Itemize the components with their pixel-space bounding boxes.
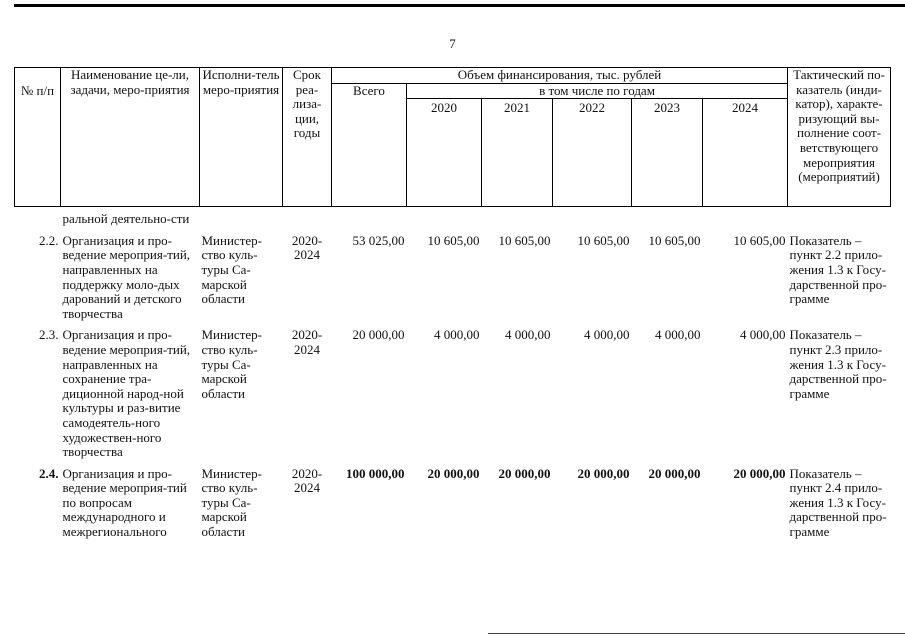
row-total: 100 000,00 bbox=[346, 465, 405, 481]
row-2022 bbox=[553, 207, 632, 227]
header-year-2021: 2021 bbox=[482, 99, 553, 207]
row-2021: 4 000,00 bbox=[505, 327, 551, 343]
table-header bbox=[15, 68, 891, 207]
row-executor: Министер-ство куль-туры Са-марской области bbox=[201, 327, 262, 401]
row-2024: 20 000,00 bbox=[733, 465, 786, 481]
row-executor bbox=[200, 207, 283, 227]
row-total: 53 025,00 bbox=[352, 232, 405, 248]
row-2020 bbox=[407, 207, 482, 227]
row-indicator: Показатель – пункт 2.2 прило-жения 1.3 к Госу-дарственной про-грамме bbox=[789, 232, 887, 307]
row-name: Организация и про-ведение мероприя-тий, направленных на поддержку моло-дых дарований и детского творчества bbox=[62, 232, 191, 321]
table-row bbox=[15, 321, 891, 459]
row-name: Организация и про-ведение мероприя-тий, направленных на сохранение тра-диционной народ-ной культуры и раз-витие самодеятель-ного художествен-ного творчества bbox=[62, 327, 191, 460]
row-name: Организация и про-ведение мероприя-тий по вопросам международного и межрегионального bbox=[62, 465, 187, 540]
row-period: 2020-2024 bbox=[291, 327, 323, 357]
row-total bbox=[332, 207, 407, 227]
row-2022: 20 000,00 bbox=[577, 465, 630, 481]
row-2024: 10 605,00 bbox=[733, 232, 786, 248]
row-num: 2.3. bbox=[39, 327, 59, 343]
row-2021: 10 605,00 bbox=[498, 232, 551, 248]
bottom-rule bbox=[488, 633, 905, 634]
row-2021 bbox=[482, 207, 553, 227]
row-executor: Министер-ство куль-туры Са-марской области bbox=[201, 232, 262, 307]
table-row bbox=[15, 227, 891, 322]
header-total: Всего bbox=[332, 83, 407, 207]
row-2021: 20 000,00 bbox=[498, 465, 551, 481]
row-period: 2020-2024 bbox=[291, 465, 323, 496]
row-indicator bbox=[788, 207, 891, 227]
row-2023: 4 000,00 bbox=[655, 327, 701, 343]
row-2020: 4 000,00 bbox=[434, 327, 480, 343]
table-row bbox=[15, 460, 891, 540]
row-indicator: Показатель – пункт 2.4 прило-жения 1.3 к Госу-дарственной про-грамме bbox=[789, 465, 887, 540]
header-executor: Исполни-тель меро-приятия bbox=[200, 68, 283, 207]
header-indicator: Тактический по-казатель (инди-катор), характе-ризующий вы-полнение соот-ветствующего мероприятия (мероприятий) bbox=[788, 68, 891, 207]
row-indicator: Показатель – пункт 2.3 прило-жения 1.3 к Госу-дарственной про-грамме bbox=[789, 327, 887, 401]
page-number: 7 bbox=[449, 36, 456, 51]
row-2023 bbox=[632, 207, 703, 227]
header-year-2022: 2022 bbox=[553, 99, 632, 207]
row-total: 20 000,00 bbox=[352, 327, 405, 343]
row-2024: 4 000,00 bbox=[740, 327, 786, 343]
row-period: 2020-2024 bbox=[291, 232, 323, 263]
header-year-2024: 2024 bbox=[703, 99, 788, 207]
header-funding: Объем финансирования, тыс. рублей bbox=[332, 68, 788, 84]
row-2024 bbox=[703, 207, 788, 227]
row-num bbox=[15, 207, 61, 227]
header-name: Наименование це-ли, задачи, меро-приятия bbox=[61, 68, 200, 207]
financing-table bbox=[14, 67, 891, 540]
row-2020: 20 000,00 bbox=[427, 465, 480, 481]
row-executor: Министер-ство куль-туры Са-марской области bbox=[201, 465, 262, 540]
top-rule bbox=[14, 4, 905, 7]
header-period: Срок реа-лиза-ции, годы bbox=[283, 68, 332, 207]
header-year-2020: 2020 bbox=[407, 99, 482, 207]
table-body bbox=[15, 207, 891, 540]
table-row bbox=[15, 207, 891, 227]
row-2022: 4 000,00 bbox=[584, 327, 630, 343]
row-2023: 10 605,00 bbox=[648, 232, 701, 248]
row-2023: 20 000,00 bbox=[648, 465, 701, 481]
row-2022: 10 605,00 bbox=[577, 232, 630, 248]
row-name: ральной деятельно-сти bbox=[62, 211, 190, 227]
row-num: 2.4. bbox=[39, 465, 59, 481]
header-year-2023: 2023 bbox=[632, 99, 703, 207]
row-2020: 10 605,00 bbox=[427, 232, 480, 248]
row-num: 2.2. bbox=[39, 232, 59, 248]
header-by-years: в том числе по годам bbox=[407, 83, 788, 99]
header-num: № п/п bbox=[15, 68, 61, 207]
row-period bbox=[283, 207, 332, 227]
